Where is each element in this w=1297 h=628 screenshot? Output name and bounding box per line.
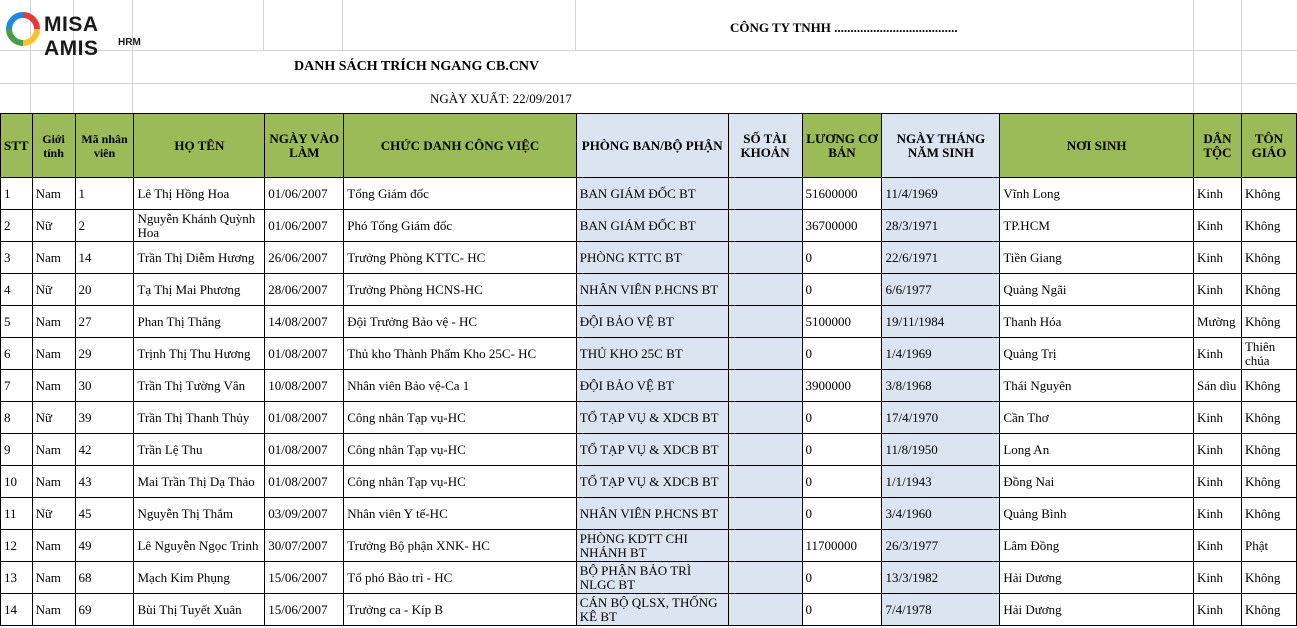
cell-religion[interactable]: Không: [1241, 562, 1296, 594]
cell-employee-id[interactable]: 43: [75, 466, 134, 498]
cell-stt[interactable]: 5: [1, 306, 33, 338]
cell-start-date[interactable]: 01/08/2007: [265, 434, 344, 466]
col-header-job-title[interactable]: CHỨC DANH CÔNG VIỆC: [344, 114, 577, 178]
cell-gender[interactable]: Nam: [32, 434, 75, 466]
cell-job-title[interactable]: Công nhân Tạp vụ-HC: [344, 434, 577, 466]
cell-stt[interactable]: 1: [1, 178, 33, 210]
logo-ring-icon: [6, 12, 40, 46]
cell-birth-date[interactable]: 22/6/1971: [882, 242, 1000, 274]
cell-religion[interactable]: Phật: [1241, 530, 1296, 562]
table-row: [1, 274, 1297, 306]
logo-text: MISA AMIS: [44, 13, 99, 60]
cell-account-number[interactable]: [728, 274, 802, 306]
cell-employee-id[interactable]: 39: [75, 402, 134, 434]
col-header-ethnicity[interactable]: DÂN TỘC: [1193, 114, 1241, 178]
cell-base-salary[interactable]: 0: [802, 498, 882, 530]
misa-amis-logo: [6, 10, 156, 60]
cell-base-salary[interactable]: 3900000: [802, 370, 882, 402]
cell-stt[interactable]: 11: [1, 498, 33, 530]
cell-department[interactable]: TỔ TẠP VỤ & XDCB BT: [576, 466, 728, 498]
cell-birthplace[interactable]: Long An: [1000, 434, 1194, 466]
cell-employee-id[interactable]: 27: [75, 306, 134, 338]
cell-account-number[interactable]: [728, 306, 802, 338]
cell-birthplace[interactable]: Tiền Giang: [1000, 242, 1194, 274]
cell-start-date[interactable]: 28/06/2007: [265, 274, 344, 306]
cell-account-number[interactable]: [728, 498, 802, 530]
cell-birth-date[interactable]: 6/6/1977: [882, 274, 1000, 306]
cell-gender[interactable]: Nam: [32, 306, 75, 338]
cell-job-title[interactable]: Trưởng Bộ phận XNK- HC: [344, 530, 577, 562]
cell-job-title[interactable]: Nhân viên Bảo vệ-Ca 1: [344, 370, 577, 402]
cell-religion[interactable]: Không: [1241, 434, 1296, 466]
cell-gender[interactable]: Nữ: [32, 210, 75, 242]
cell-full-name[interactable]: Mai Trần Thị Dạ Thảo: [134, 466, 265, 498]
cell-account-number[interactable]: [728, 178, 802, 210]
cell-ethnicity[interactable]: Kinh: [1193, 274, 1241, 306]
cell-ethnicity[interactable]: Kinh: [1193, 434, 1241, 466]
cell-birth-date[interactable]: 1/1/1943: [882, 466, 1000, 498]
cell-start-date[interactable]: 01/08/2007: [265, 466, 344, 498]
cell-full-name[interactable]: Trịnh Thị Thu Hương: [134, 338, 265, 370]
cell-full-name[interactable]: Trần Thị Tường Vân: [134, 370, 265, 402]
cell-birthplace[interactable]: Vĩnh Long: [1000, 178, 1194, 210]
cell-ethnicity[interactable]: Kinh: [1193, 210, 1241, 242]
cell-department[interactable]: PHÒNG KDTT CHI NHÁNH BT: [576, 530, 728, 562]
cell-ethnicity[interactable]: Kinh: [1193, 178, 1241, 210]
cell-account-number[interactable]: [728, 530, 802, 562]
page-title: DANH SÁCH TRÍCH NGANG CB.CNV: [294, 59, 540, 74]
cell-ethnicity[interactable]: Kinh: [1193, 594, 1241, 626]
cell-account-number[interactable]: [728, 210, 802, 242]
cell-birth-date[interactable]: 13/3/1982: [882, 562, 1000, 594]
cell-employee-id[interactable]: 42: [75, 434, 134, 466]
logo-subtext: HRM: [118, 37, 141, 48]
cell-ethnicity[interactable]: Kinh: [1193, 338, 1241, 370]
cell-religion[interactable]: Không: [1241, 210, 1296, 242]
cell-stt[interactable]: 8: [1, 402, 33, 434]
cell-religion[interactable]: Không: [1241, 370, 1296, 402]
cell-religion[interactable]: Không: [1241, 402, 1296, 434]
company-name: CÔNG TY TNHH ......................................: [730, 20, 958, 35]
cell-birth-date[interactable]: 3/8/1968: [882, 370, 1000, 402]
cell-ethnicity[interactable]: Kinh: [1193, 530, 1241, 562]
col-header-full-name[interactable]: HỌ TÊN: [134, 114, 265, 178]
cell-department[interactable]: BAN GIÁM ĐỐC BT: [576, 178, 728, 210]
cell-ethnicity[interactable]: Sán dìu: [1193, 370, 1241, 402]
cell-department[interactable]: PHÒNG KTTC BT: [576, 242, 728, 274]
cell-stt[interactable]: 9: [1, 434, 33, 466]
cell-employee-id[interactable]: 29: [75, 338, 134, 370]
cell-gender[interactable]: Nữ: [32, 274, 75, 306]
cell-job-title[interactable]: Tổng Giám đốc: [344, 178, 577, 210]
cell-job-title[interactable]: Trưởng Phòng KTTC- HC: [344, 242, 577, 274]
cell-employee-id[interactable]: 2: [75, 210, 134, 242]
cell-job-title[interactable]: Công nhân Tạp vụ-HC: [344, 402, 577, 434]
cell-ethnicity[interactable]: Kinh: [1193, 242, 1241, 274]
cell-full-name[interactable]: Bùi Thị Tuyết Xuân: [134, 594, 265, 626]
cell-full-name[interactable]: Mạch Kim Phụng: [134, 562, 265, 594]
cell-ethnicity[interactable]: Kinh: [1193, 498, 1241, 530]
export-date: NGÀY XUẤT: 22/09/2017: [430, 91, 572, 106]
cell-birthplace[interactable]: Quảng Bình: [1000, 498, 1194, 530]
cell-employee-id[interactable]: 68: [75, 562, 134, 594]
cell-department[interactable]: NHÂN VIÊN P.HCNS BT: [576, 498, 728, 530]
cell-birthplace[interactable]: Hải Dương: [1000, 562, 1194, 594]
cell-base-salary[interactable]: 0: [802, 274, 882, 306]
cell-gender[interactable]: Nam: [32, 178, 75, 210]
cell-birth-date[interactable]: 11/4/1969: [882, 178, 1000, 210]
cell-birthplace[interactable]: Hải Dương: [1000, 594, 1194, 626]
cell-employee-id[interactable]: 1: [75, 178, 134, 210]
cell-full-name[interactable]: Trần Lệ Thu: [134, 434, 265, 466]
cell-religion[interactable]: Không: [1241, 178, 1296, 210]
cell-employee-id[interactable]: 20: [75, 274, 134, 306]
cell-department[interactable]: CÁN BỘ QLSX, THỐNG KÊ BT: [576, 594, 728, 626]
cell-birthplace[interactable]: Lâm Đồng: [1000, 530, 1194, 562]
cell-full-name[interactable]: Nguyễn Thị Thắm: [134, 498, 265, 530]
cell-account-number[interactable]: [728, 594, 802, 626]
cell-birthplace[interactable]: Quảng Ngãi: [1000, 274, 1194, 306]
cell-account-number[interactable]: [728, 434, 802, 466]
employee-table: [0, 113, 1297, 626]
cell-stt[interactable]: 3: [1, 242, 33, 274]
table-row: [1, 594, 1297, 626]
cell-stt[interactable]: 7: [1, 370, 33, 402]
cell-religion[interactable]: Không: [1241, 274, 1296, 306]
cell-account-number[interactable]: [728, 338, 802, 370]
cell-department[interactable]: TỔ TẠP VỤ & XDCB BT: [576, 434, 728, 466]
cell-full-name[interactable]: Lê Thị Hồng Hoa: [134, 178, 265, 210]
cell-start-date[interactable]: 01/06/2007: [265, 210, 344, 242]
col-header-start-date[interactable]: NGÀY VÀO LÀM: [265, 114, 344, 178]
cell-full-name[interactable]: Nguyễn Khánh Quỳnh Hoa: [134, 210, 265, 242]
cell-job-title[interactable]: Công nhân Tạp vụ-HC: [344, 466, 577, 498]
cell-employee-id[interactable]: 14: [75, 242, 134, 274]
cell-ethnicity[interactable]: Kinh: [1193, 562, 1241, 594]
cell-start-date[interactable]: 15/06/2007: [265, 594, 344, 626]
cell-stt[interactable]: 10: [1, 466, 33, 498]
cell-full-name[interactable]: Phan Thị Thắng: [134, 306, 265, 338]
cell-department[interactable]: BAN GIÁM ĐỐC BT: [576, 210, 728, 242]
cell-department[interactable]: ĐỘI BẢO VỆ BT: [576, 370, 728, 402]
cell-birth-date[interactable]: 11/8/1950: [882, 434, 1000, 466]
cell-full-name[interactable]: Tạ Thị Mai Phương: [134, 274, 265, 306]
table-row: [1, 434, 1297, 466]
cell-base-salary[interactable]: 5100000: [802, 306, 882, 338]
table-row: [1, 306, 1297, 338]
cell-birth-date[interactable]: 26/3/1977: [882, 530, 1000, 562]
cell-ethnicity[interactable]: Mường: [1193, 306, 1241, 338]
cell-birth-date[interactable]: 28/3/1971: [882, 210, 1000, 242]
cell-job-title[interactable]: Phó Tổng Giám đốc: [344, 210, 577, 242]
cell-start-date[interactable]: 01/06/2007: [265, 178, 344, 210]
cell-start-date[interactable]: 14/08/2007: [265, 306, 344, 338]
cell-account-number[interactable]: [728, 466, 802, 498]
cell-employee-id[interactable]: 45: [75, 498, 134, 530]
table-row: [1, 370, 1297, 402]
cell-job-title[interactable]: Trưởng Phòng HCNS-HC: [344, 274, 577, 306]
cell-birth-date[interactable]: 1/4/1969: [882, 338, 1000, 370]
cell-base-salary[interactable]: 36700000: [802, 210, 882, 242]
table-row: [1, 210, 1297, 242]
cell-full-name[interactable]: Trần Thị Diễm Hương: [134, 242, 265, 274]
sheet-gridlines: [0, 0, 1297, 114]
cell-start-date[interactable]: 26/06/2007: [265, 242, 344, 274]
cell-religion[interactable]: Thiên chúa: [1241, 338, 1296, 370]
cell-base-salary[interactable]: 11700000: [802, 530, 882, 562]
cell-full-name[interactable]: Lê Nguyễn Ngọc Trinh: [134, 530, 265, 562]
table-row: [1, 402, 1297, 434]
cell-employee-id[interactable]: 69: [75, 594, 134, 626]
cell-religion[interactable]: Không: [1241, 306, 1296, 338]
cell-job-title[interactable]: Thủ kho Thành Phẩm Kho 25C- HC: [344, 338, 577, 370]
cell-base-salary[interactable]: 0: [802, 434, 882, 466]
col-header-employee-id[interactable]: Mã nhân viên: [75, 114, 134, 178]
cell-birthplace[interactable]: Quảng Trị: [1000, 338, 1194, 370]
col-header-department[interactable]: PHÒNG BAN/BỘ PHẬN: [576, 114, 728, 178]
table-row: [1, 466, 1297, 498]
cell-account-number[interactable]: [728, 402, 802, 434]
cell-gender[interactable]: Nữ: [32, 402, 75, 434]
cell-full-name[interactable]: Trần Thị Thanh Thủy: [134, 402, 265, 434]
cell-base-salary[interactable]: 0: [802, 402, 882, 434]
cell-job-title[interactable]: Tổ phó Bảo trì - HC: [344, 562, 577, 594]
cell-job-title[interactable]: Trưởng ca - Kíp B: [344, 594, 577, 626]
cell-employee-id[interactable]: 30: [75, 370, 134, 402]
cell-religion[interactable]: Không: [1241, 242, 1296, 274]
cell-gender[interactable]: Nam: [32, 242, 75, 274]
col-header-birth-date[interactable]: NGÀY THÁNG NĂM SINH: [882, 114, 1000, 178]
cell-stt[interactable]: 14: [1, 594, 33, 626]
cell-gender[interactable]: Nam: [32, 562, 75, 594]
cell-job-title[interactable]: Đội Trưởng Bảo vệ - HC: [344, 306, 577, 338]
cell-start-date[interactable]: 01/08/2007: [265, 402, 344, 434]
table-row: [1, 498, 1297, 530]
cell-department[interactable]: THỦ KHO 25C BT: [576, 338, 728, 370]
cell-birth-date[interactable]: 19/11/1984: [882, 306, 1000, 338]
cell-birth-date[interactable]: 17/4/1970: [882, 402, 1000, 434]
cell-gender[interactable]: Nam: [32, 594, 75, 626]
col-header-religion[interactable]: TÔN GIÁO: [1241, 114, 1296, 178]
cell-base-salary[interactable]: 0: [802, 466, 882, 498]
cell-department[interactable]: TỔ TẠP VỤ & XDCB BT: [576, 402, 728, 434]
cell-stt[interactable]: 6: [1, 338, 33, 370]
cell-stt[interactable]: 13: [1, 562, 33, 594]
cell-birth-date[interactable]: 3/4/1960: [882, 498, 1000, 530]
cell-base-salary[interactable]: 51600000: [802, 178, 882, 210]
cell-job-title[interactable]: Nhân viên Y tế-HC: [344, 498, 577, 530]
cell-account-number[interactable]: [728, 562, 802, 594]
cell-employee-id[interactable]: 49: [75, 530, 134, 562]
cell-gender[interactable]: Nam: [32, 338, 75, 370]
cell-birth-date[interactable]: 7/4/1978: [882, 594, 1000, 626]
cell-religion[interactable]: Không: [1241, 466, 1296, 498]
col-header-gender[interactable]: Giới tính: [32, 114, 75, 178]
cell-gender[interactable]: Nam: [32, 370, 75, 402]
cell-department[interactable]: NHÂN VIÊN P.HCNS BT: [576, 274, 728, 306]
col-header-account-number[interactable]: SỐ TÀI KHOẢN: [728, 114, 802, 178]
table-row: [1, 178, 1297, 210]
cell-base-salary[interactable]: 0: [802, 242, 882, 274]
cell-stt[interactable]: 12: [1, 530, 33, 562]
cell-department[interactable]: ĐỘI BẢO VỆ BT: [576, 306, 728, 338]
cell-start-date[interactable]: 10/08/2007: [265, 370, 344, 402]
cell-start-date[interactable]: 30/07/2007: [265, 530, 344, 562]
cell-ethnicity[interactable]: Kinh: [1193, 402, 1241, 434]
cell-birthplace[interactable]: TP.HCM: [1000, 210, 1194, 242]
cell-ethnicity[interactable]: Kinh: [1193, 466, 1241, 498]
cell-birthplace[interactable]: Cần Thơ: [1000, 402, 1194, 434]
cell-gender[interactable]: Nữ: [32, 498, 75, 530]
cell-stt[interactable]: 2: [1, 210, 33, 242]
table-row: [1, 242, 1297, 274]
cell-birthplace[interactable]: Thanh Hóa: [1000, 306, 1194, 338]
cell-stt[interactable]: 4: [1, 274, 33, 306]
col-header-base-salary[interactable]: LƯƠNG CƠ BẢN: [802, 114, 882, 178]
cell-gender[interactable]: Nam: [32, 530, 75, 562]
cell-account-number[interactable]: [728, 370, 802, 402]
table-row: [1, 562, 1297, 594]
table-header-row: [1, 114, 1297, 178]
cell-religion[interactable]: Không: [1241, 498, 1296, 530]
cell-start-date[interactable]: 01/08/2007: [265, 338, 344, 370]
cell-account-number[interactable]: [728, 242, 802, 274]
cell-birthplace[interactable]: Đồng Nai: [1000, 466, 1194, 498]
cell-start-date[interactable]: 15/06/2007: [265, 562, 344, 594]
cell-gender[interactable]: Nam: [32, 466, 75, 498]
cell-base-salary[interactable]: 0: [802, 594, 882, 626]
cell-religion[interactable]: Không: [1241, 594, 1296, 626]
col-header-stt[interactable]: STT: [1, 114, 33, 178]
table-row: [1, 338, 1297, 370]
col-header-birthplace[interactable]: NƠI SINH: [1000, 114, 1194, 178]
cell-base-salary[interactable]: 0: [802, 562, 882, 594]
cell-birthplace[interactable]: Thái Nguyên: [1000, 370, 1194, 402]
cell-base-salary[interactable]: 0: [802, 338, 882, 370]
cell-start-date[interactable]: 03/09/2007: [265, 498, 344, 530]
cell-department[interactable]: BỘ PHẬN BẢO TRÌ NLGC BT: [576, 562, 728, 594]
table-row: [1, 530, 1297, 562]
